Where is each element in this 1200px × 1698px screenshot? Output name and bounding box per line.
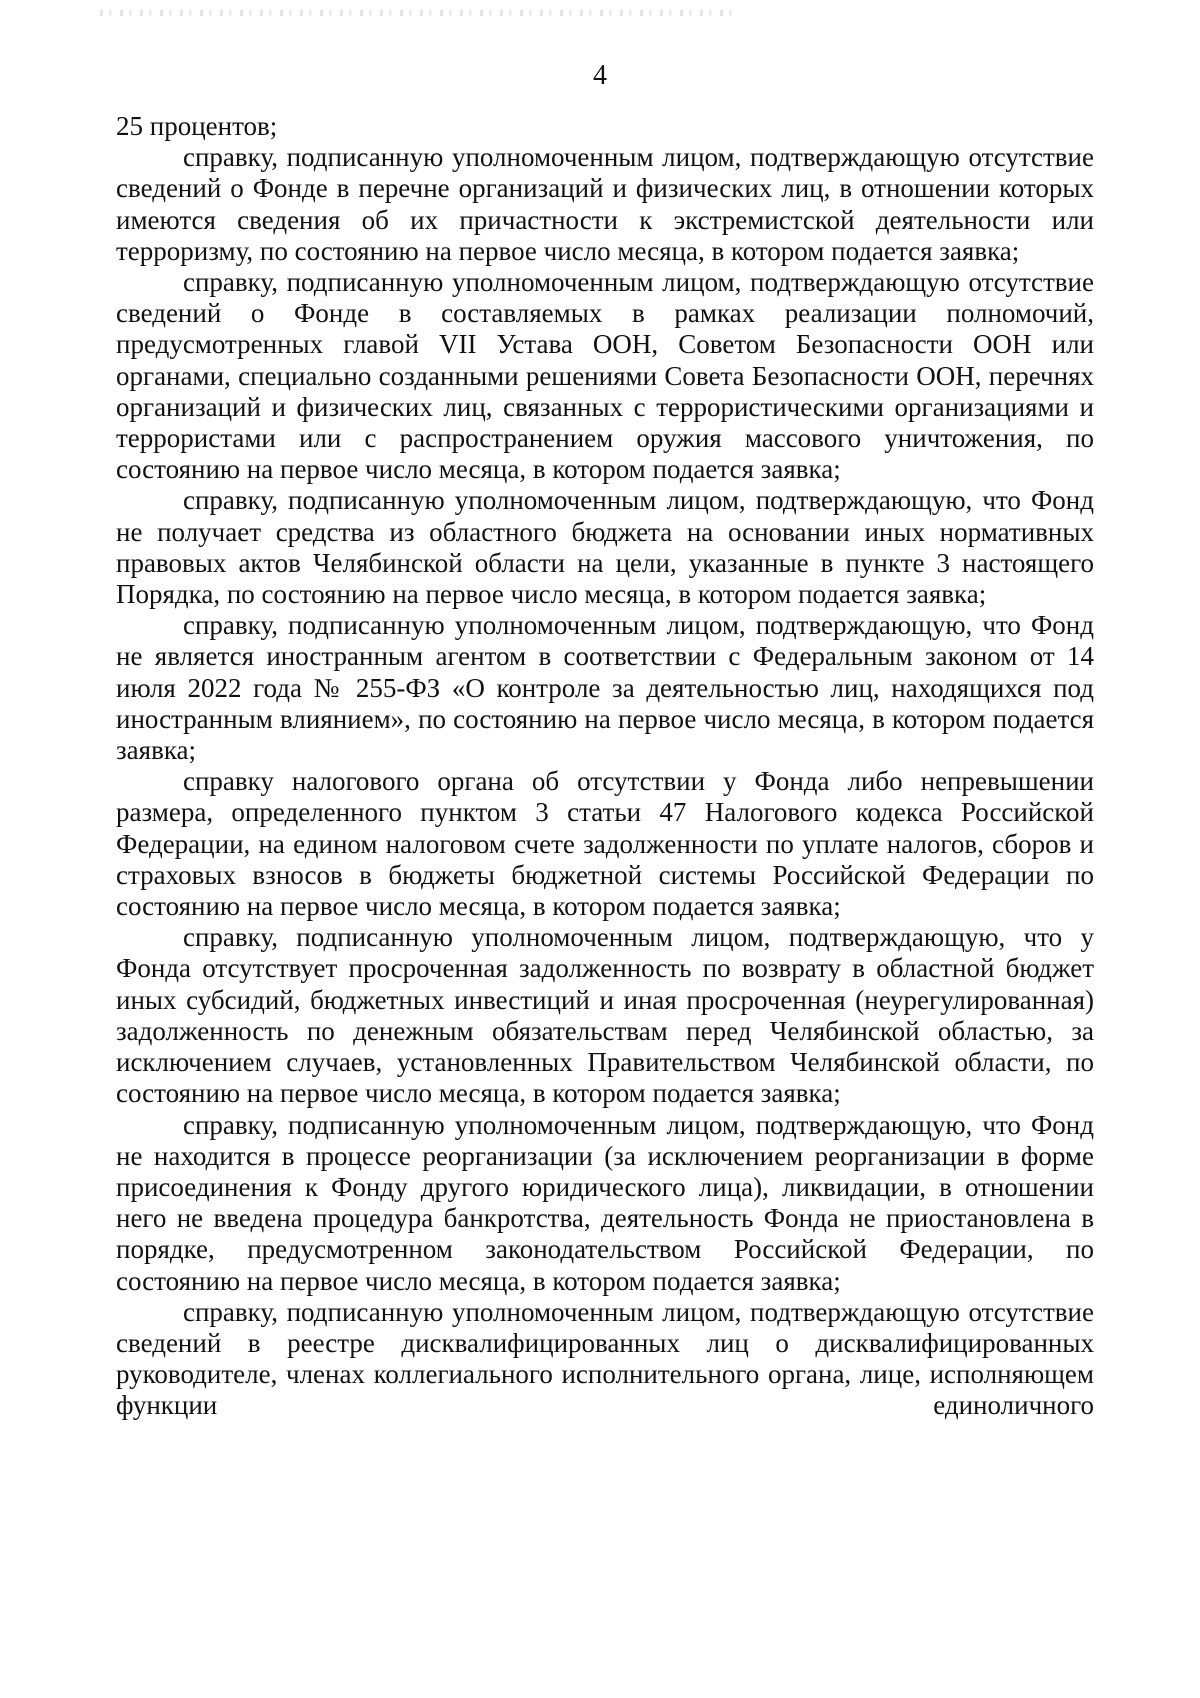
- paragraph-7: справку, подписанную уполномоченным лицом, подтверждающую, что у Фонда отсутствует просроченная задолженность по возврату в областной бюджет иных субсидий, бюджетных инвестиций и иная просроченная (неурегулированная) задолженность по денежным обязательствам перед Челябинской областью, за исключением случаев, установленных Правительством Челябинской области, по состоянию на первое число месяца, в котором подается заявка;: [116, 922, 1094, 1109]
- document-body: [116, 111, 1094, 1422]
- paragraph-5: справку, подписанную уполномоченным лицом, подтверждающую, что Фонд не является иностранным агентом в соответствии с Федеральным законом от 14 июля 2022 года № 255-ФЗ «О контроле за деятельностью лиц, находящихся под иностранным влиянием», по состоянию на первое число месяца, в котором подается заявка;: [116, 610, 1094, 766]
- paragraph-6: справку налогового органа об отсутствии у Фонда либо непревышении размера, определенного пунктом 3 статьи 47 Налогового кодекса Российской Федерации, на едином налоговом счете задолженности по уплате налогов, сборов и страховых взносов в бюджеты бюджетной системы Российской Федерации по состоянию на первое число месяца, в котором подается заявка;: [116, 766, 1094, 922]
- paragraph-3: справку, подписанную уполномоченным лицом, подтверждающую отсутствие сведений о Фонде в составляемых в рамках реализации полномочий, предусмотренных главой VII Устава ООН, Советом Безопасности ООН или органами, специально созданными решениями Совета Безопасности ООН, перечнях организаций и физических лиц, связанных с террористическими организациями и террористами или с распространением оружия массового уничтожения, по состоянию на первое число месяца, в котором подается заявка;: [116, 267, 1094, 485]
- paragraph-1: 25 процентов;: [116, 111, 278, 141]
- paragraph-2: справку, подписанную уполномоченным лицом, подтверждающую отсутствие сведений о Фонде в перечне организаций и физических лиц, в отношении которых имеются сведения об их причастности к экстремистской деятельности или терроризму, по состоянию на первое число месяца, в котором подается заявка;: [116, 142, 1094, 266]
- page-number: 4: [593, 60, 607, 91]
- paragraph-8: справку, подписанную уполномоченным лицом, подтверждающую, что Фонд не находится в процессе реорганизации (за исключением реорганизации в форме присоединения к Фонду другого юридического лица), ликвидации, в отношении него не введена процедура банкротства, деятельность Фонда не приостановлена в порядке, предусмотренном законодательством Российской Федерации, по состоянию на первое число месяца, в котором подается заявка;: [116, 1109, 1094, 1296]
- paragraph-9: справку, подписанную уполномоченным лицом, подтверждающую отсутствие сведений в реестре дисквалифицированных лиц о дисквалифицированных руководителе, членах коллегиального исполнительного органа, лице, исполняющем функции единоличного: [116, 1296, 1094, 1421]
- paragraph-4: справку, подписанную уполномоченным лицом, подтверждающую, что Фонд не получает средства из областного бюджета на основании иных нормативных правовых актов Челябинской области на цели, указанные в пункте 3 настоящего Порядка, по состоянию на первое число месяца, в котором подается заявка;: [116, 485, 1094, 610]
- scan-artifact: [100, 10, 740, 16]
